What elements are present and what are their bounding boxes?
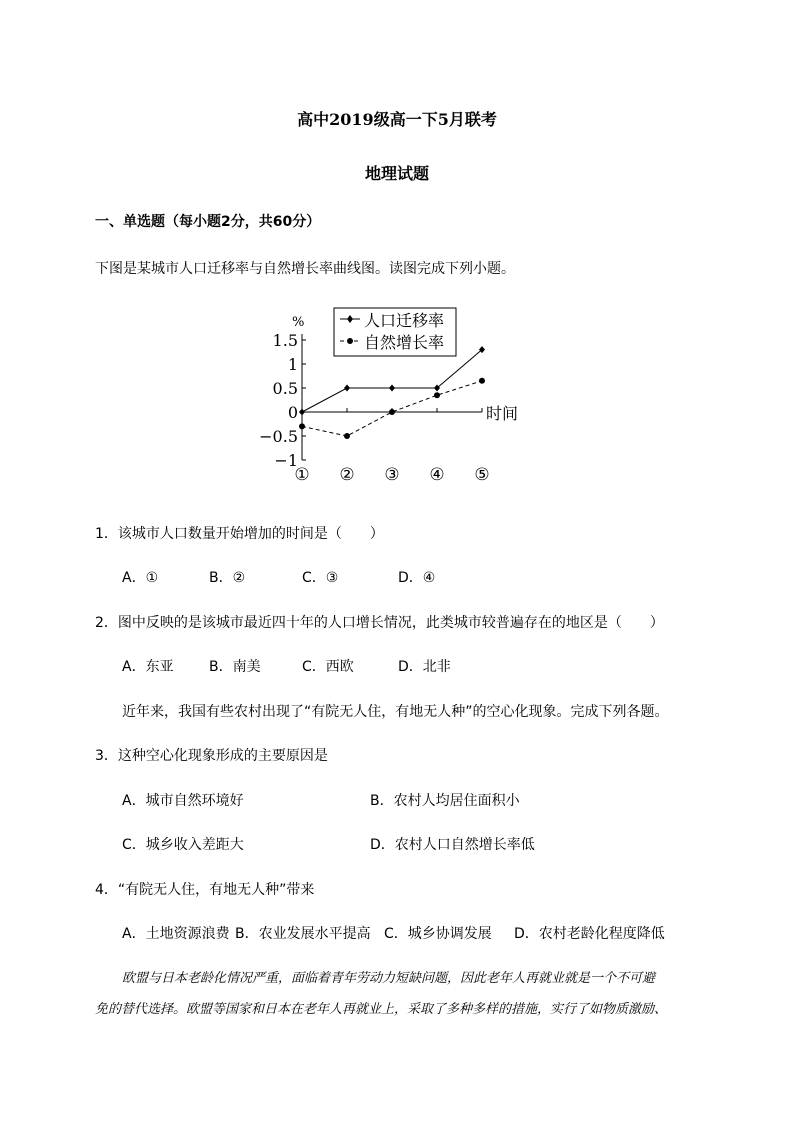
data-point-circle [389, 409, 395, 415]
series-line-migration [302, 350, 482, 412]
intro-text-2: 近年来，我国有些农村出现了“有院无人住，有地无人种”的空心化现象。完成下列各题。 [122, 704, 669, 720]
y-tick-label: 1.5 [272, 331, 298, 350]
question-1-option-c: C．③ [302, 570, 339, 586]
data-point-circle [434, 392, 440, 398]
y-tick-label: −1 [274, 451, 298, 470]
question-2-option-d: D．北非 [398, 659, 451, 675]
x-tick-label: ④ [429, 465, 445, 485]
y-tick-label: 0 [287, 403, 298, 422]
data-point-circle [344, 433, 350, 439]
x-tick-label: ③ [384, 465, 400, 485]
question-3-option-c: C．城乡收入差距大 [122, 837, 244, 853]
question-1-option-b: B．② [209, 570, 246, 586]
question-2-stem: 2．图中反映的是该城市最近四十年的人口增长情况，此类城市较普遍存在的地区是（ ） [95, 615, 664, 631]
y-tick-label: −0.5 [259, 427, 298, 446]
data-point-diamond [389, 385, 395, 392]
question-4-option-b: B．农业发展水平提高 [235, 926, 371, 942]
x-tick-label: ② [339, 465, 355, 485]
question-4-option-a: A．土地资源浪费 [122, 926, 230, 942]
passage-line-2: 免的替代选择。欧盟等国家和日本在老年人再就业上，采取了多种多样的措施，实行了如物质激励、 [95, 1002, 668, 1017]
subject-title: 地理试题 [364, 164, 429, 183]
legend-label-migration: 人口迁移率 [364, 311, 445, 330]
question-4-option-d: D．农村老龄化程度降低 [514, 926, 665, 942]
intro-text: 下图是某城市人口迁移率与自然增长率曲线图。读图完成下列小题。 [95, 261, 515, 277]
question-3-option-a: A．城市自然环境好 [122, 793, 244, 809]
y-unit-label: % [292, 315, 305, 330]
question-3-option-d: D．农村人口自然增长率低 [370, 837, 535, 853]
section-heading: 一、单选题（每小题2分，共60分） [95, 214, 321, 230]
y-tick-label: 1 [287, 355, 298, 374]
x-tick-label: ⑤ [474, 465, 490, 485]
legend-marker-circle [347, 338, 353, 344]
x-tick-label: ① [294, 465, 310, 485]
question-4-option-c: C．城乡协调发展 [384, 926, 492, 942]
question-1-option-d: D．④ [398, 570, 436, 586]
x-axis-label: 时间 [486, 404, 519, 423]
question-1-stem: 1．该城市人口数量开始增加的时间是（ ） [95, 526, 384, 542]
data-point-circle [479, 378, 485, 384]
passage-line-1: 欧盟与日本老龄化情况严重，面临着青年劳动力短缺问题，因此老年人再就业就是一个不可避 [122, 971, 656, 986]
question-2-option-c: C．西欧 [302, 659, 354, 675]
legend-label-natural: 自然增长率 [364, 333, 445, 352]
chart-legend [334, 308, 456, 356]
data-point-diamond [344, 385, 350, 392]
question-2-option-b: B．南美 [209, 659, 261, 675]
question-1-option-a: A．① [122, 570, 159, 586]
data-point-diamond [479, 346, 485, 353]
question-3-stem: 3．这种空心化现象形成的主要原因是 [95, 748, 328, 764]
line-chart [250, 300, 550, 490]
question-3-option-b: B．农村人均居住面积小 [370, 793, 520, 809]
page-title: 高中2019级高一下5月联考 [297, 110, 497, 129]
question-2-option-a: A．东亚 [122, 659, 174, 675]
data-point-diamond [299, 409, 305, 416]
data-point-circle [299, 423, 305, 429]
question-4-stem: 4．“有院无人住，有地无人种”带来 [95, 882, 315, 898]
y-tick-label: 0.5 [272, 379, 298, 398]
data-point-diamond [434, 385, 440, 392]
